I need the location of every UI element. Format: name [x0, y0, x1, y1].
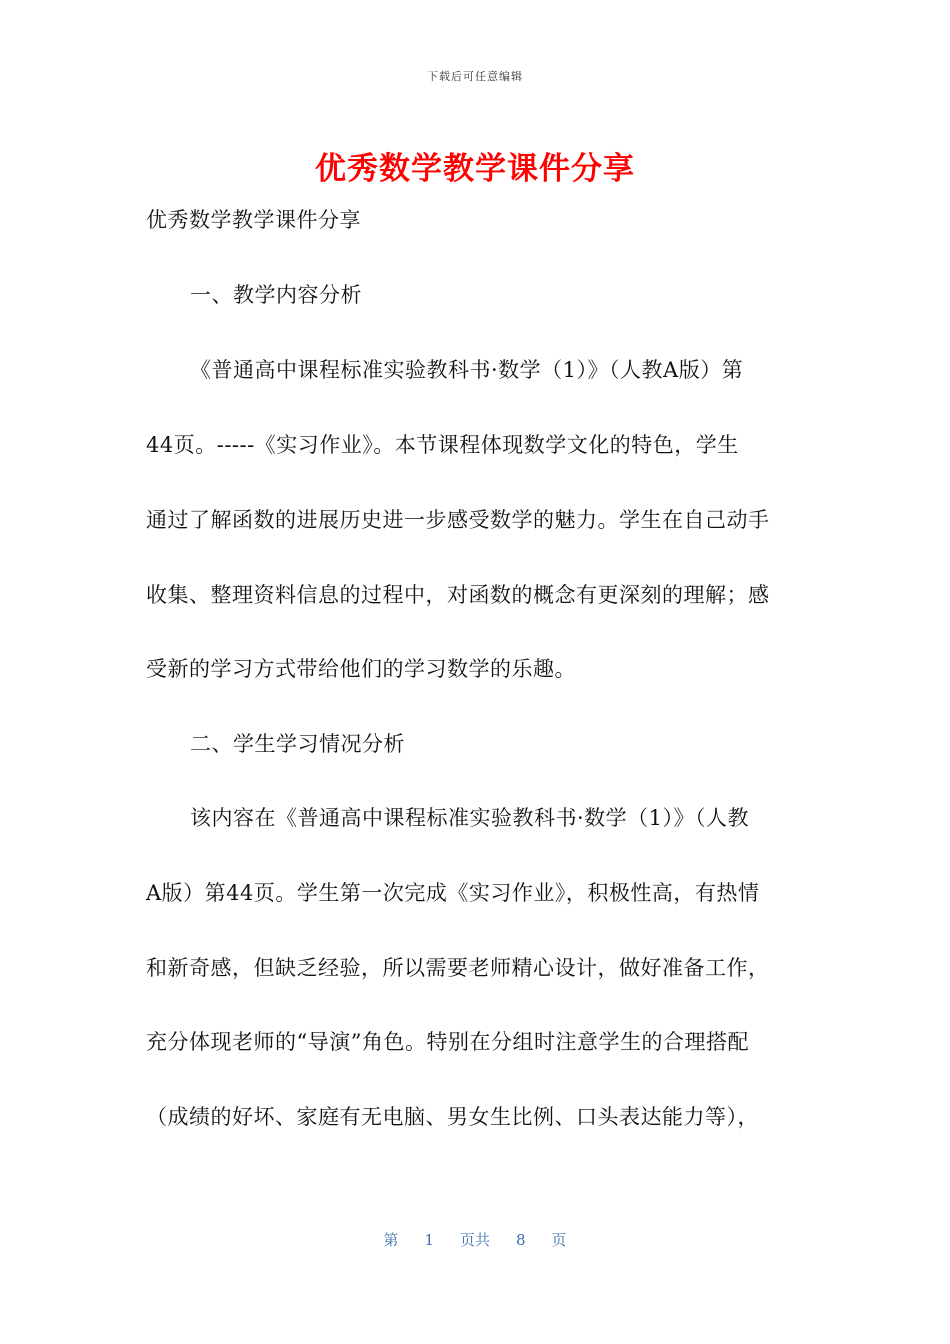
body-line: 《普通高中课程标准实验教科书·数学（1）》（人教A版）第	[190, 358, 744, 382]
body-line-subtitle: 优秀数学教学课件分享	[146, 208, 361, 232]
footer-current-page: 1	[424, 1231, 434, 1249]
body-line: 该内容在《普通高中课程标准实验教科书·数学（1）》（人教	[190, 806, 750, 830]
body-line: 44页。-----《实习作业》。本节课程体现数学文化的特色，学生	[146, 433, 739, 457]
footer-suffix: 页	[551, 1231, 567, 1249]
footer-middle: 页共	[459, 1231, 490, 1249]
footer-prefix: 第	[383, 1231, 399, 1249]
section-heading-2: 二、学生学习情况分析	[190, 732, 405, 756]
footer-total-pages: 8	[516, 1231, 526, 1249]
body-line: A版）第44页。学生第一次完成《实习作业》，积极性高，有热情	[146, 881, 760, 905]
document-title: 优秀数学教学课件分享	[315, 151, 635, 187]
body-line: 充分体现老师的“导演”角色。特别在分组时注意学生的合理搭配	[146, 1030, 749, 1054]
section-heading-1: 一、教学内容分析	[190, 283, 362, 307]
body-line: （成绩的好坏、家庭有无电脑、男女生比例、口头表达能力等），	[146, 1105, 759, 1129]
page-footer	[0, 1229, 950, 1250]
page-header-note: 下载后可任意编辑	[427, 70, 523, 83]
body-line: 受新的学习方式带给他们的学习数学的乐趣。	[146, 657, 576, 681]
body-line: 收集、整理资料信息的过程中，对函数的概念有更深刻的理解；感	[146, 583, 770, 607]
body-line: 通过了解函数的进展历史进一步感受数学的魅力。学生在自己动手	[146, 508, 770, 532]
body-line: 和新奇感，但缺乏经验，所以需要老师精心设计，做好准备工作，	[146, 956, 770, 980]
